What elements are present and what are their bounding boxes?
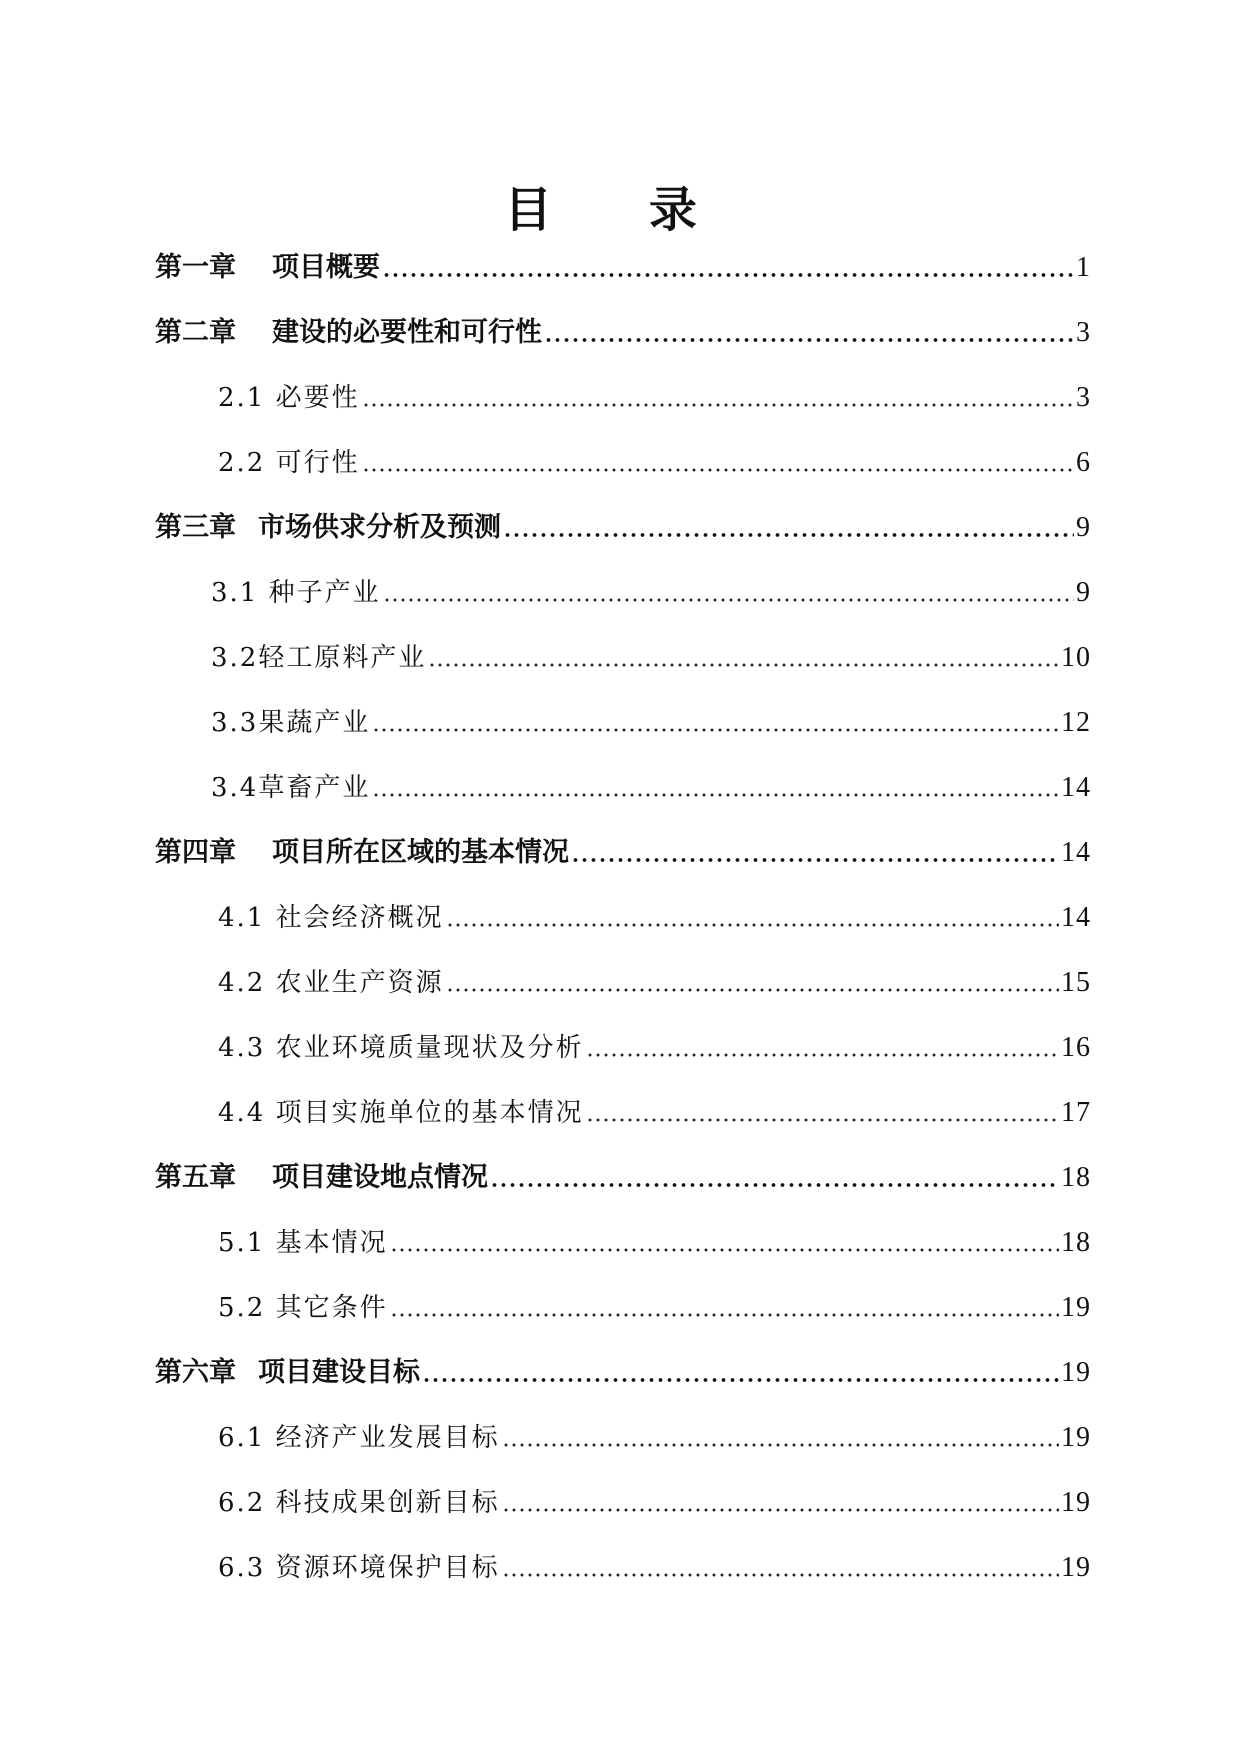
section-label: 4.1 社会经济概况 [218, 903, 444, 933]
toc-section-2-1[interactable] [218, 378, 1091, 418]
page-number: 3 [1076, 382, 1091, 413]
dot-leader [490, 1183, 1059, 1187]
page-number: 9 [1076, 512, 1091, 543]
chapter-title: 项目建设目标 [258, 1357, 420, 1388]
dot-leader [428, 663, 1059, 667]
dot-leader [586, 1118, 1059, 1122]
dot-leader [383, 598, 1074, 602]
toc-section-6-3[interactable] [218, 1548, 1091, 1588]
section-label: 2.2 可行性 [218, 448, 360, 478]
dot-leader [382, 273, 1074, 277]
chapter-title: 市场供求分析及预测 [258, 512, 501, 543]
page-number: 12 [1061, 707, 1091, 738]
chapter-number: 第四章 [155, 837, 236, 868]
dot-leader [362, 468, 1074, 472]
page-number: 9 [1076, 577, 1091, 608]
dot-leader [446, 923, 1059, 927]
page-number: 19 [1061, 1422, 1091, 1453]
section-label: 3.2轻工原料产业 [211, 643, 427, 673]
toc-section-2-2[interactable] [218, 443, 1091, 483]
section-label: 3.3果蔬产业 [211, 708, 371, 738]
section-label: 4.3 农业环境质量现状及分析 [218, 1033, 584, 1063]
page-number: 18 [1061, 1227, 1091, 1258]
page-number: 10 [1061, 642, 1091, 673]
dot-leader [372, 728, 1059, 732]
dot-leader [544, 338, 1074, 342]
page-number: 18 [1061, 1162, 1091, 1193]
section-label: 5.1 基本情况 [218, 1228, 388, 1258]
dot-leader [390, 1313, 1059, 1317]
dot-leader [372, 793, 1059, 797]
chapter-title: 建设的必要性和可行性 [272, 317, 542, 348]
toc-section-6-1[interactable] [218, 1418, 1091, 1458]
page-number: 14 [1061, 837, 1091, 868]
section-label: 6.2 科技成果创新目标 [218, 1488, 500, 1518]
chapter-number: 第三章 [155, 512, 236, 543]
section-label: 3.1 种子产业 [211, 578, 381, 608]
section-label: 2.1 必要性 [218, 383, 360, 413]
dot-leader [502, 1508, 1059, 1512]
toc-section-4-2[interactable] [218, 963, 1091, 1003]
page-number: 6 [1076, 447, 1091, 478]
toc-section-3-4[interactable] [211, 768, 1091, 808]
page-number: 1 [1076, 252, 1091, 283]
page-number: 17 [1061, 1097, 1091, 1128]
chapter-number: 第一章 [155, 252, 236, 283]
dot-leader [586, 1053, 1059, 1057]
toc-chapter-2[interactable] [155, 313, 1091, 353]
dot-leader [503, 533, 1074, 537]
toc-section-3-1[interactable] [211, 573, 1091, 613]
dot-leader [446, 988, 1059, 992]
section-label: 3.4草畜产业 [211, 773, 371, 803]
dot-leader [571, 858, 1059, 862]
dot-leader [362, 403, 1074, 407]
section-label: 5.2 其它条件 [218, 1293, 388, 1323]
page-number: 14 [1061, 772, 1091, 803]
toc-chapter-3[interactable] [155, 508, 1091, 548]
chapter-title: 项目建设地点情况 [272, 1162, 488, 1193]
toc-chapter-4[interactable] [155, 833, 1091, 873]
chapter-number: 第二章 [155, 317, 236, 348]
section-label: 6.3 资源环境保护目标 [218, 1553, 500, 1583]
toc-section-5-1[interactable] [218, 1223, 1091, 1263]
page-number: 16 [1061, 1032, 1091, 1063]
page-number: 19 [1061, 1357, 1091, 1388]
page-number: 19 [1061, 1487, 1091, 1518]
toc-section-5-2[interactable] [218, 1288, 1091, 1328]
toc-section-4-3[interactable] [218, 1028, 1091, 1068]
page-number: 19 [1061, 1552, 1091, 1583]
page-number: 15 [1061, 967, 1091, 998]
section-label: 4.2 农业生产资源 [218, 968, 444, 998]
dot-leader [390, 1248, 1059, 1252]
toc-chapter-5[interactable] [155, 1158, 1091, 1198]
chapter-title: 项目概要 [272, 252, 380, 283]
chapter-title: 项目所在区域的基本情况 [272, 837, 569, 868]
page-number: 14 [1061, 902, 1091, 933]
page-title: 目 录 [504, 182, 737, 238]
section-label: 6.1 经济产业发展目标 [218, 1423, 500, 1453]
toc-section-3-2[interactable] [211, 638, 1091, 678]
section-label: 4.4 项目实施单位的基本情况 [218, 1098, 584, 1128]
toc-chapter-1[interactable] [155, 248, 1091, 288]
toc-section-4-1[interactable] [218, 898, 1091, 938]
chapter-number: 第五章 [155, 1162, 236, 1193]
dot-leader [502, 1573, 1059, 1577]
toc-section-4-4[interactable] [218, 1093, 1091, 1133]
dot-leader [422, 1378, 1059, 1382]
page-number: 3 [1076, 317, 1091, 348]
chapter-number: 第六章 [155, 1357, 236, 1388]
toc-section-3-3[interactable] [211, 703, 1091, 743]
toc-section-6-2[interactable] [218, 1483, 1091, 1523]
page-number: 19 [1061, 1292, 1091, 1323]
dot-leader [502, 1443, 1059, 1447]
toc-chapter-6[interactable] [155, 1353, 1091, 1393]
